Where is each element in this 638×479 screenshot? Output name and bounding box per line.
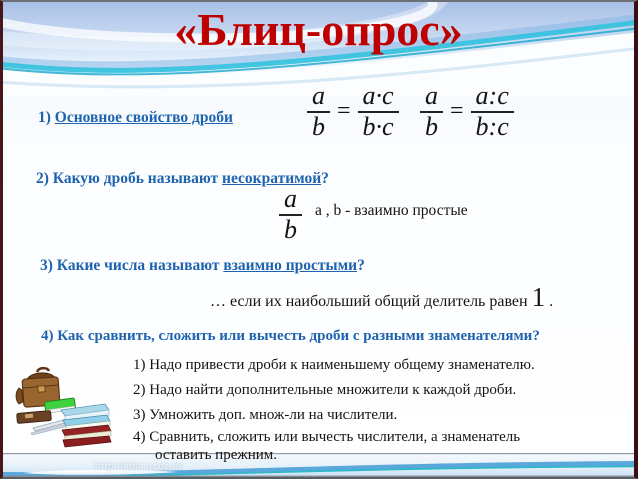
question-2-text: 2) Какую дробь называют <box>36 170 223 187</box>
question-1-text: Основное свойство дроби <box>54 109 233 126</box>
irreducible-fraction <box>279 186 302 243</box>
question-3-suffix: ? <box>357 257 365 274</box>
pencil-case-icon <box>17 411 52 424</box>
question-2-term: несократимой <box>222 170 322 187</box>
fraction-a-b: $\frac{a}{b}$ <box>307 83 330 140</box>
question-2-suffix: ? <box>321 170 329 187</box>
q4-answer-step-1: 1) Надо привести дроби к наименьшему общему знаменателю. <box>133 357 535 373</box>
school-books-clipart <box>9 358 119 456</box>
question-3-text: 3) Какие числа называют <box>40 257 224 274</box>
slide-title: «Блиц-опрос» <box>174 4 463 55</box>
fraction-ac-bc: $\frac{a\cdot c}{b\cdot c}$ <box>358 83 399 140</box>
equals-sign: = <box>337 98 351 125</box>
q3-answer-text: … если их наибольший общий делитель равен <box>210 293 532 310</box>
q4-answer-step-2: 2) Надо найти дополнительные множители к каждой дроби. <box>133 382 517 398</box>
q4-answer-step-3: 3) Умножить доп. множ-ли на числители. <box>133 407 398 423</box>
q4-answer-step-4-continued: оставить прежним. <box>155 447 278 463</box>
fraction-a-b: $\frac{a}{b}$ <box>420 83 443 140</box>
question-4: 4) Как сравнить, сложить или вычесть дроби с разными знаменателями? <box>41 328 540 344</box>
q3-answer-note <box>210 282 553 313</box>
book-stack-icon <box>61 404 111 447</box>
q3-answer-value: 1 <box>531 282 546 312</box>
question-3-term: взаимно простыми <box>223 257 358 274</box>
watermark-url: http://aida.ucoz.ru <box>95 461 182 471</box>
q3-answer-period: . <box>545 293 554 310</box>
q4-answer-step-4: 4) Сравнить, сложить или вычесть числители, а знаменатель <box>133 429 521 445</box>
fraction-ac-bc-divide: $\frac{a:c}{b:c}$ <box>471 83 514 140</box>
question-1 <box>38 109 233 127</box>
fraction-a-b: $\frac{a}{b}$ <box>279 186 302 243</box>
q2-answer-note: a , b - взаимно простые <box>315 202 468 219</box>
school-books-clipart-svg <box>9 358 119 456</box>
equals-sign: = <box>450 98 464 125</box>
question-1-number: 1) <box>38 109 55 126</box>
formula-divide <box>420 83 514 140</box>
question-3 <box>40 257 365 275</box>
formula-multiply <box>307 83 399 140</box>
